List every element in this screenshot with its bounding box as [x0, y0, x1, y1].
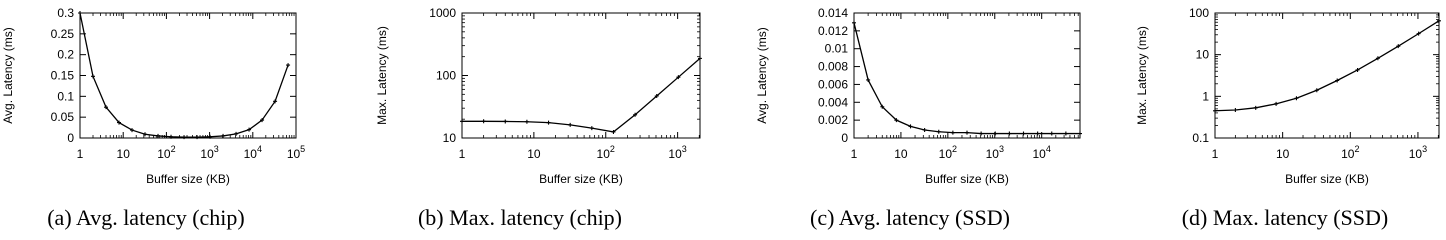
- caption-d: (d) Max. latency (SSD): [1181, 205, 1389, 230]
- x-tick-label: $10^3$: [200, 144, 219, 161]
- data-point: [590, 126, 594, 130]
- series-line: [1215, 21, 1439, 111]
- data-point: [1294, 96, 1298, 100]
- x-tick-label: $10^2$: [596, 144, 615, 161]
- data-point: [1036, 132, 1040, 136]
- data-point: [852, 21, 856, 25]
- series-line: [462, 58, 700, 132]
- data-point: [1050, 132, 1054, 136]
- y-tick-label: 100: [435, 68, 456, 83]
- x-tick-label: 1: [458, 147, 466, 161]
- y-tick-label: 100: [1188, 6, 1209, 20]
- y-tick-label: 0.012: [817, 23, 848, 38]
- data-point: [182, 135, 186, 139]
- x-axis-title: Buffer size (KB): [925, 172, 1009, 186]
- y-tick-label: 0.25: [50, 26, 74, 41]
- data-point: [951, 131, 955, 135]
- y-axis-title: Max. Latency (ms): [375, 26, 389, 125]
- data-point: [965, 131, 969, 135]
- y-tick-label: 0.1: [1192, 131, 1209, 145]
- data-point: [195, 135, 199, 139]
- caption-b: (b) Max. latency (chip): [417, 205, 623, 230]
- data-point: [993, 132, 997, 136]
- data-point: [78, 11, 82, 15]
- x-axis-title: Buffer size (KB): [146, 172, 230, 186]
- x-tick-label: $10^5$: [286, 144, 306, 161]
- chart-max-latency-chip: [360, 0, 700, 200]
- x-tick-label: 10: [116, 147, 130, 161]
- chart-avg-latency-ssd: [740, 0, 1080, 200]
- x-tick-label: $10^2$: [157, 144, 176, 161]
- plot-frame: [854, 13, 1080, 138]
- y-tick-label: 0.15: [50, 68, 74, 83]
- y-tick-label: 0.002: [817, 113, 848, 128]
- y-axis-title: Avg. Latency (ms): [755, 27, 769, 124]
- x-tick-label: 10: [894, 147, 908, 161]
- caption-a: (a) Avg. latency (chip): [47, 205, 245, 230]
- series-line: [854, 23, 1080, 134]
- plot-frame: [462, 13, 700, 138]
- y-tick-label: 0: [841, 131, 848, 145]
- y-tick-label: 0: [67, 131, 74, 145]
- data-point: [1078, 132, 1082, 136]
- x-tick-label: $10^3$: [1408, 144, 1428, 161]
- x-tick-label: 10: [1275, 147, 1290, 161]
- y-tick-label: 0.3: [57, 6, 74, 20]
- data-point: [1315, 88, 1319, 92]
- series-line: [80, 13, 288, 137]
- x-tick-label: $10^3$: [985, 144, 1004, 161]
- data-point: [1254, 106, 1258, 110]
- data-point: [221, 134, 225, 138]
- data-point: [937, 130, 941, 134]
- data-point: [503, 119, 507, 123]
- x-tick-label: 1: [1211, 147, 1219, 161]
- x-tick-label: 10: [527, 147, 541, 161]
- y-tick-label: 0.1: [57, 89, 74, 104]
- x-tick-label: $10^4$: [1032, 144, 1051, 161]
- x-tick-label: $10^2$: [938, 144, 958, 161]
- y-tick-label: 0.014: [817, 6, 848, 20]
- y-tick-label: 0.004: [817, 95, 848, 110]
- y-tick-label: 0.008: [817, 59, 848, 74]
- y-tick-label: 0.01: [824, 41, 848, 56]
- x-tick-label: 1: [76, 147, 84, 161]
- data-point: [482, 119, 486, 123]
- data-point: [91, 74, 95, 78]
- y-axis-title: Max. Latency (ms): [1135, 26, 1149, 125]
- caption-c: (c) Avg. latency (SSD): [810, 205, 1010, 230]
- data-point: [1022, 132, 1026, 136]
- y-tick-label: 0.2: [57, 47, 74, 62]
- y-tick-label: 1: [1202, 89, 1209, 104]
- x-tick-label: 1: [850, 147, 858, 161]
- data-point: [1274, 102, 1278, 106]
- data-point: [525, 120, 529, 124]
- chart-avg-latency-chip: [0, 0, 320, 200]
- y-tick-label: 1000: [429, 6, 456, 20]
- y-tick-label: 10: [442, 131, 456, 145]
- y-tick-label: 0.006: [817, 77, 848, 92]
- chart-max-latency-ssd: [1120, 0, 1446, 200]
- y-axis-title: Avg. Latency (ms): [1, 27, 15, 124]
- data-point: [1064, 132, 1068, 136]
- data-point: [286, 63, 290, 67]
- data-point: [234, 132, 238, 136]
- data-point: [979, 132, 983, 136]
- y-tick-label: 10: [1195, 47, 1209, 62]
- x-axis-title: Buffer size (KB): [1285, 172, 1369, 186]
- x-axis-title: Buffer size (KB): [539, 172, 623, 186]
- data-point: [923, 128, 927, 132]
- data-point: [909, 124, 913, 128]
- data-point: [547, 121, 551, 125]
- x-tick-label: $10^3$: [668, 144, 687, 161]
- plot-frame: [80, 13, 296, 138]
- x-tick-label: $10^2$: [1341, 144, 1360, 161]
- data-point: [1007, 132, 1011, 136]
- data-point: [568, 123, 572, 127]
- plot-frame: [1215, 13, 1439, 138]
- data-point: [460, 119, 464, 123]
- y-tick-label: 0.05: [50, 110, 74, 125]
- data-point: [1213, 109, 1217, 113]
- data-point: [1233, 108, 1237, 112]
- x-tick-label: $10^4$: [243, 144, 262, 161]
